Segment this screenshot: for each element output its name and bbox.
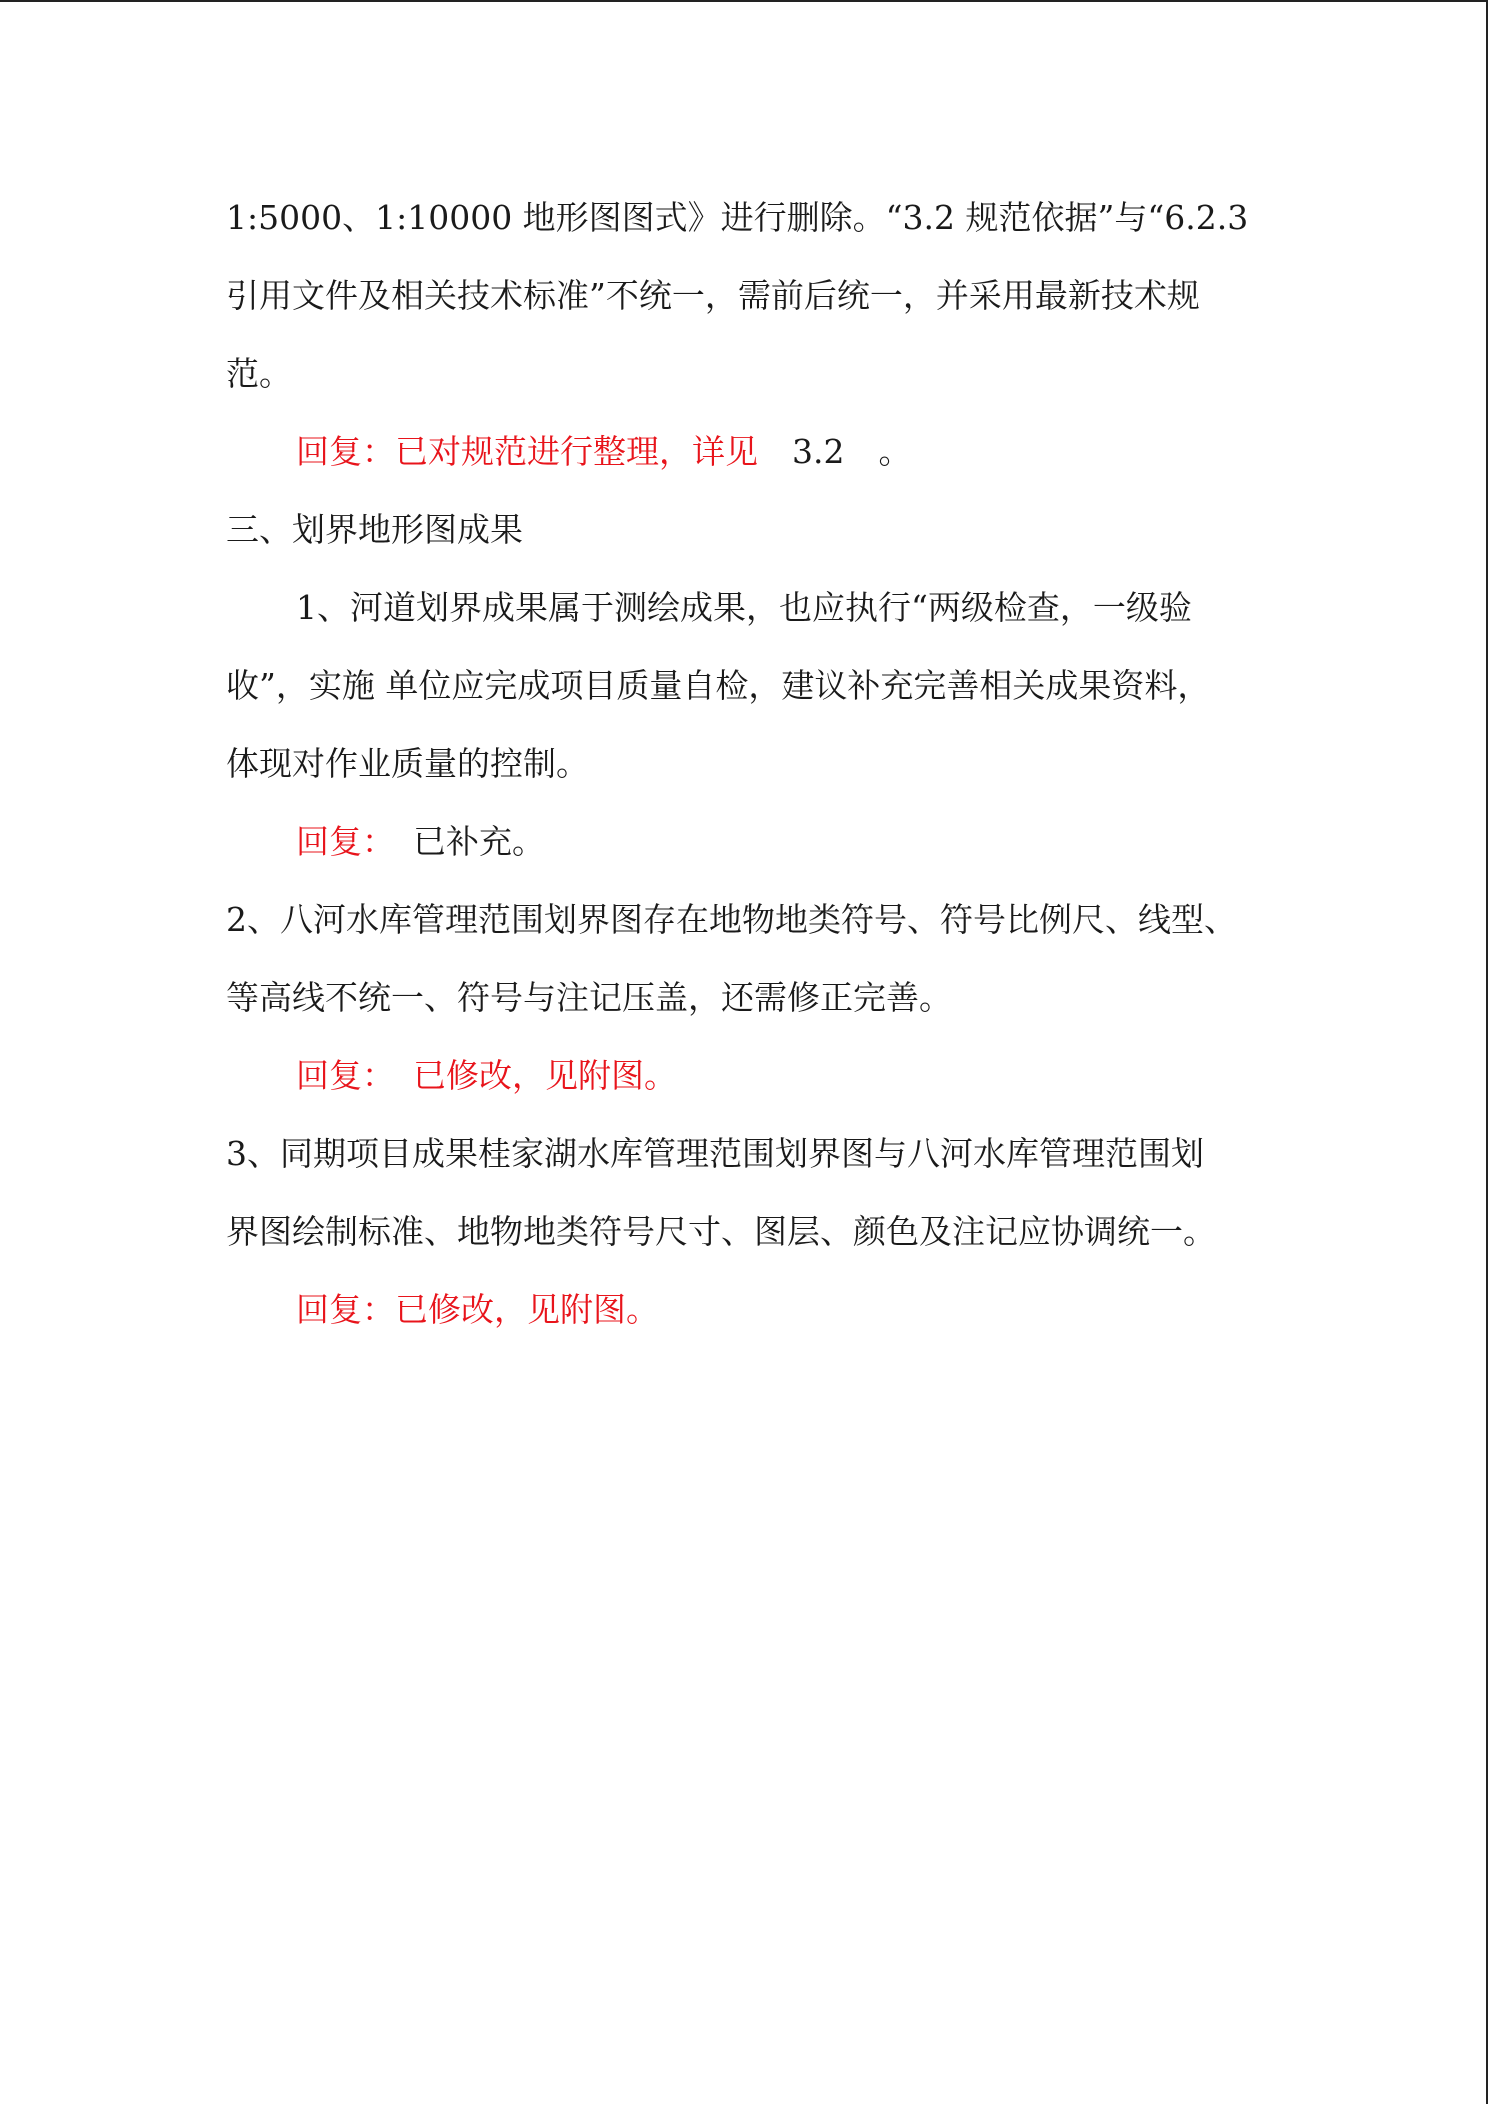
reply-line: 回复：已修改，见附图。 bbox=[296, 1290, 659, 1329]
list-item-line: 1、河道划界成果属于测绘成果，也应执行“两级检查，一级验 bbox=[296, 588, 1192, 627]
list-item-line: 等高线不统一、符号与注记压盖，还需修正完善。 bbox=[226, 978, 952, 1017]
reply-line bbox=[296, 430, 911, 474]
reply-text: 已补充。 bbox=[413, 822, 545, 861]
list-item-line: 体现对作业质量的控制。 bbox=[226, 744, 589, 783]
reply-label: 回复：已对规范进行整理，详见 bbox=[296, 432, 758, 471]
reply-label: 回复： bbox=[296, 1056, 395, 1095]
list-item-line: 2、八河水库管理范围划界图存在地物地类符号、符号比例尺、线型、 bbox=[226, 900, 1237, 939]
reply-label: 回复： bbox=[296, 822, 395, 861]
list-item-line: 收”，实施 单位应完成项目质量自检，建议补充完善相关成果资料， bbox=[226, 666, 1211, 705]
page-border-top bbox=[0, 0, 1488, 2]
section-heading: 三、划界地形图成果 bbox=[226, 510, 523, 549]
list-item-line: 界图绘制标准、地物地类符号尺寸、图层、颜色及注记应协调统一。 bbox=[226, 1212, 1216, 1251]
reply-line bbox=[296, 1054, 677, 1098]
reply-text: 已修改，见附图。 bbox=[413, 1056, 677, 1095]
paragraph-line: 引用文件及相关技术标准”不统一，需前后统一，并采用最新技术规 bbox=[226, 276, 1200, 315]
list-item-line: 3、同期项目成果桂家湖水库管理范围划界图与八河水库管理范围划 bbox=[226, 1134, 1204, 1173]
paragraph-line: 范。 bbox=[226, 354, 292, 393]
reply-line bbox=[296, 820, 545, 864]
reply-end-mark: 。 bbox=[878, 432, 912, 471]
paragraph-line: 1:5000、1:10000 地形图图式》进行删除。“3.2 规范依据”与“6.2.3 bbox=[226, 198, 1249, 237]
section-reference: 3.2 bbox=[792, 432, 845, 471]
